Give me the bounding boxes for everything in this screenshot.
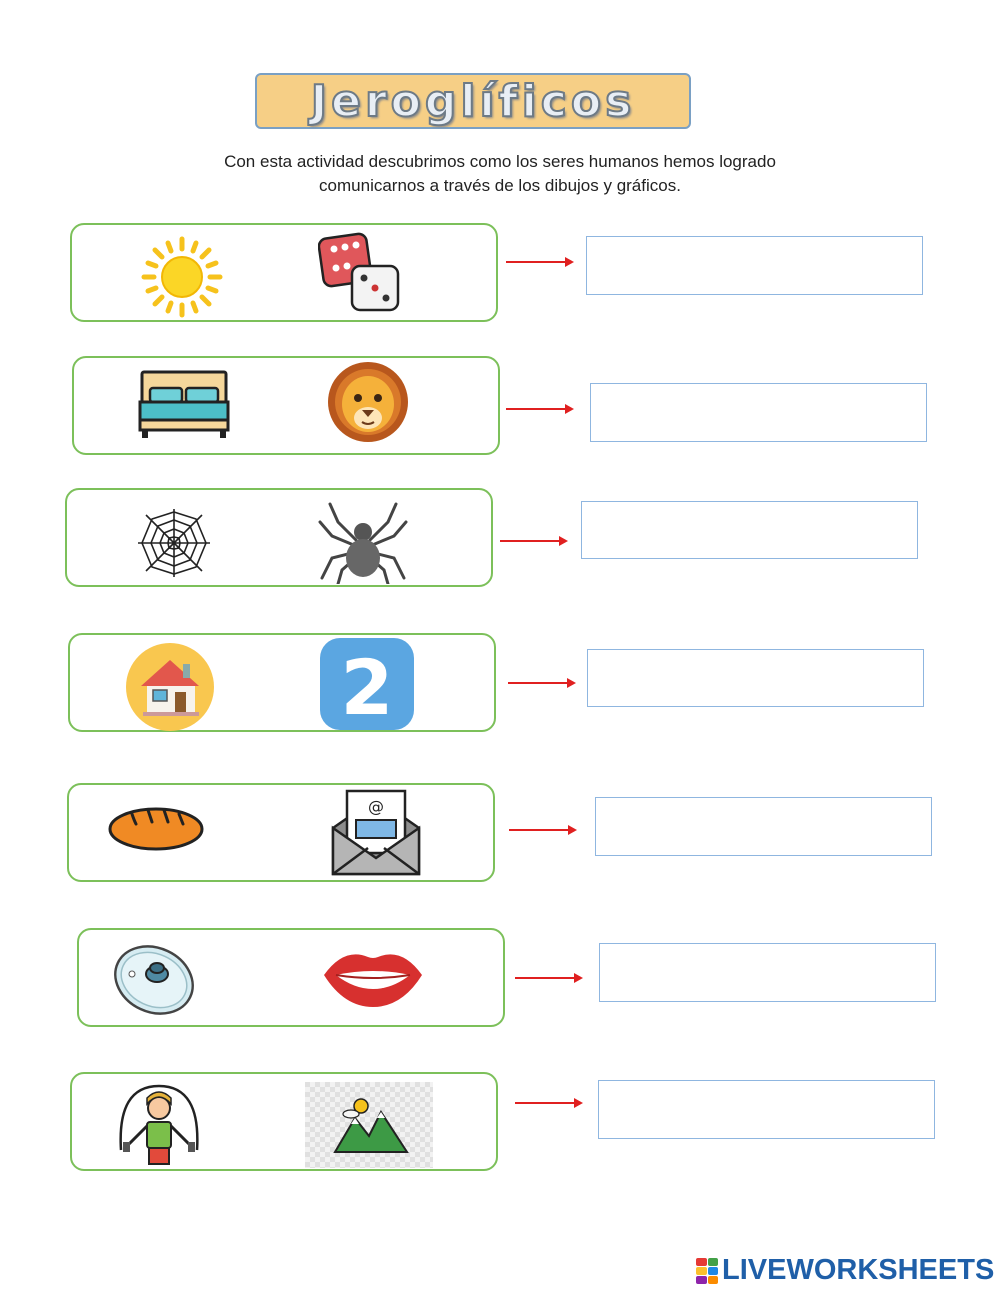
spider-icon [316,500,410,584]
answer-input-1[interactable] [586,236,923,295]
bed-icon [136,368,232,440]
instructions [150,150,850,198]
sun-icon [140,235,224,319]
dice-icon [318,232,402,312]
lion-icon [326,360,410,444]
puzzle-row-1 [70,223,498,322]
arrow-2 [506,408,572,410]
jump-rope-girl-icon [113,1082,205,1166]
liveworksheets-logo-icon [696,1258,718,1284]
bread-icon [106,804,206,852]
house-icon [123,640,217,734]
arrow-7 [515,1102,581,1104]
mountains-icon [305,1082,433,1168]
instructions-line-1: Con esta actividad descubrimos como los seres humanos hemos logrado [224,152,776,171]
number-two-icon [318,636,416,732]
answer-input-4[interactable] [587,649,924,707]
puzzle-row-3 [65,488,493,587]
svg-text:2: 2 [340,643,394,732]
pot-lid-icon [110,944,198,1016]
arrow-5 [509,829,575,831]
answer-input-7[interactable] [598,1080,935,1139]
arrow-4 [508,682,574,684]
brand-text: LIVEWORKSHEETS [722,1254,995,1286]
answer-input-3[interactable] [581,501,918,559]
arrow-1 [506,261,572,263]
answer-input-6[interactable] [599,943,936,1002]
page-title: Jeroglíficos [310,75,636,127]
arrow-6 [515,977,581,979]
title-banner [255,73,691,129]
email-envelope-icon [330,788,422,878]
answer-input-5[interactable] [595,797,932,856]
spider-web-icon [136,507,212,579]
instructions-line-2: comunicarnos a través de los dibujos y gráficos. [319,176,681,195]
liveworksheets-brand [696,1254,994,1287]
answer-input-2[interactable] [590,383,927,442]
lips-icon [322,945,424,1009]
arrow-3 [500,540,566,542]
svg-text:@: @ [368,797,384,816]
